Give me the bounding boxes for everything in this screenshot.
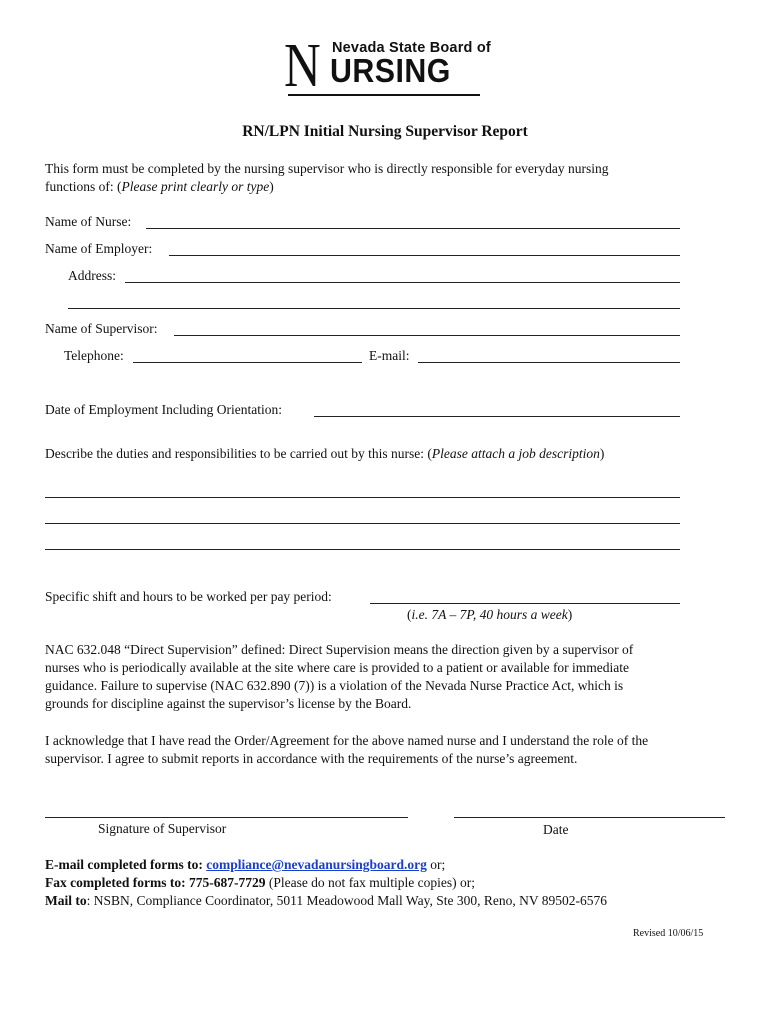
logo-rest-text: URSING	[330, 52, 451, 89]
employment-date-label: Date of Employment Including Orientation:	[45, 402, 282, 417]
mail-submit-label: Mail to	[45, 893, 87, 908]
duties-field-line-1[interactable]	[45, 497, 680, 498]
nurse-name-field[interactable]	[146, 228, 680, 229]
shift-field[interactable]	[370, 603, 680, 604]
email-submit-line	[45, 857, 445, 873]
compliance-email-link[interactable]: compliance@nevadanursingboard.org	[206, 857, 427, 872]
page-title: RN/LPN Initial Nursing Supervisor Report	[242, 123, 528, 140]
intro-line-1: This form must be completed by the nursing supervisor who is directly responsible for everyday nursing	[45, 161, 609, 176]
shift-label: Specific shift and hours to be worked per pay period:	[45, 589, 332, 604]
fax-submit-line	[45, 875, 475, 891]
date-label: Date	[543, 822, 569, 837]
shift-example-prefix: (	[407, 607, 412, 622]
signature-field[interactable]	[45, 817, 408, 818]
email-field[interactable]	[418, 362, 680, 363]
nurse-name-label: Name of Nurse:	[45, 214, 132, 229]
duties-prefix: Describe the duties and responsibilities to be carried out by this nurse: (	[45, 446, 432, 461]
nac-line-2: nurses who is periodically available at the site where care is provided to a patient or available for immediate	[45, 660, 630, 675]
acknowledge-line-2: supervisor. I agree to submit reports in accordance with the requirements of the nurse’s agreement.	[45, 751, 578, 766]
address-field-line-2[interactable]	[68, 308, 680, 309]
logo-underline	[288, 94, 480, 96]
signature-label: Signature of Supervisor	[98, 821, 227, 836]
intro-suffix: )	[269, 179, 274, 194]
address-label: Address:	[68, 268, 116, 283]
acknowledge-line-1: I acknowledge that I have read the Order/Agreement for the above named nurse and I understand the role of the	[45, 733, 649, 748]
nac-line-1: NAC 632.048 “Direct Supervision” defined: Direct Supervision means the direction given by a supervisor of	[45, 642, 634, 657]
logo-top-text: Nevada State Board of	[332, 40, 491, 56]
address-field-line-1[interactable]	[125, 282, 680, 283]
duties-field-line-3[interactable]	[45, 549, 680, 550]
nac-line-3: guidance. Failure to supervise (NAC 632.890 (7)) is a violation of the Nevada Nurse Practice Act, which is	[45, 678, 624, 693]
telephone-field[interactable]	[133, 362, 362, 363]
intro-line-2	[45, 179, 274, 195]
shift-example	[407, 607, 572, 623]
shift-example-suffix: )	[567, 607, 573, 622]
duties-prompt	[45, 446, 604, 462]
email-label: E-mail:	[369, 348, 410, 363]
revision-date: Revised 10/06/15	[633, 928, 704, 939]
duties-suffix: )	[599, 446, 605, 461]
employment-date-field[interactable]	[314, 416, 680, 417]
mail-submit-line	[45, 893, 607, 909]
supervisor-name-field[interactable]	[174, 335, 680, 336]
employer-name-label: Name of Employer:	[45, 241, 153, 256]
supervisor-name-label: Name of Supervisor:	[45, 321, 158, 336]
nac-line-4: grounds for discipline against the supervisor’s license by the Board.	[45, 696, 412, 711]
fax-submit-suffix: (Please do not fax multiple copies) or;	[265, 875, 476, 890]
duties-field-line-2[interactable]	[45, 523, 680, 524]
nursing-board-logo	[284, 32, 491, 100]
shift-example-italic: i.e. 7A – 7P, 40 hours a week	[411, 607, 568, 622]
email-submit-suffix: or;	[426, 857, 446, 872]
employer-name-field[interactable]	[169, 255, 680, 256]
logo-letter: N	[284, 32, 321, 100]
date-field[interactable]	[454, 817, 725, 818]
mail-submit-text: : NSBN, Compliance Coordinator, 5011 Meadowood Mall Way, Ste 300, Reno, NV 89502-6576	[86, 893, 607, 908]
intro-italic: Please print clearly or type	[121, 179, 270, 194]
duties-italic: Please attach a job description	[431, 446, 600, 461]
telephone-label: Telephone:	[64, 348, 124, 363]
email-submit-label: E-mail completed forms to:	[45, 857, 203, 872]
fax-submit-label: Fax completed forms to: 775-687-7729	[45, 875, 266, 890]
intro-prefix: functions of: (	[45, 179, 122, 194]
